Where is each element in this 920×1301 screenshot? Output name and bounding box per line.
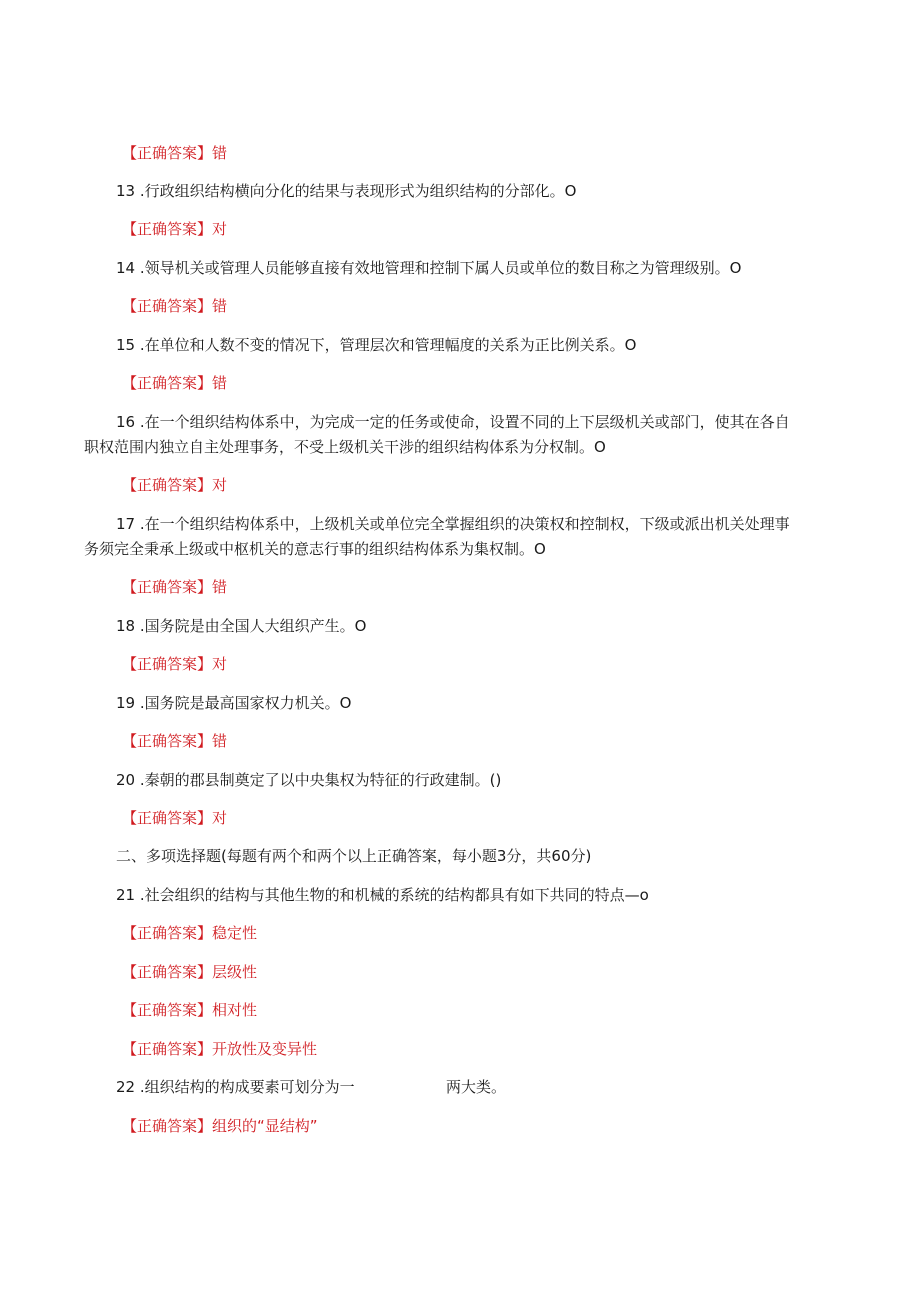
- answer-value: 错: [212, 578, 228, 596]
- question-text: .行政组织结构横向分化的结果与表现形式为组织结构的分部化。O: [139, 182, 577, 200]
- question-22-tail: [446, 1077, 506, 1097]
- question-text: 务须完全秉承上级或中枢机关的意志行事的组织结构体系为集权制。O: [84, 540, 546, 558]
- answer-value: 错: [212, 144, 228, 162]
- question-number: 18: [116, 617, 136, 635]
- question-17-line-2: [84, 539, 546, 559]
- question-text: 职权范围内独立自主处理事务，不受上级机关干涉的组织结构体系为分权制。O: [84, 438, 606, 456]
- answer-line: [122, 654, 227, 674]
- answer-line: [122, 296, 227, 316]
- question-17-line-1: [116, 514, 790, 534]
- answer-label: 【正确答案】: [122, 924, 213, 942]
- question-text: .在一个组织结构体系中，上级机关或单位完全掌握组织的决策权和控制权，下级或派出机关处理事: [139, 515, 790, 533]
- question-text: .国务院是由全国人大组织产生。O: [139, 617, 367, 635]
- answer-label: 【正确答案】: [122, 144, 213, 162]
- question-number: 22: [116, 1078, 136, 1096]
- question-13: [116, 181, 576, 201]
- answer-label: 【正确答案】: [122, 374, 213, 392]
- answer-line: [122, 143, 227, 163]
- answer-value: 错: [212, 297, 228, 315]
- answer-line: [122, 1000, 257, 1020]
- section-heading: [116, 846, 591, 866]
- question-text: .国务院是最高国家权力机关。O: [139, 694, 352, 712]
- question-number: 16: [116, 413, 136, 431]
- question-text: .社会组织的结构与其他生物的和机械的系统的结构都具有如下共同的特点—o: [139, 886, 649, 904]
- answer-label: 【正确答案】: [122, 732, 213, 750]
- section-title: 二、多项选择题(每题有两个和两个以上正确答案，每小题3分，共60分): [116, 847, 592, 865]
- question-number: 21: [116, 886, 136, 904]
- answer-line: [122, 577, 227, 597]
- question-number: 20: [116, 771, 136, 789]
- answer-value: 错: [212, 732, 228, 750]
- question-number: 15: [116, 336, 136, 354]
- answer-line: [122, 219, 227, 239]
- question-text: .领导机关或管理人员能够直接有效地管理和控制下属人员或单位的数目称之为管理级别。O: [139, 259, 742, 277]
- answer-line: [122, 962, 257, 982]
- answer-value: 错: [212, 374, 228, 392]
- answer-value: 层级性: [212, 963, 258, 981]
- question-15: [116, 335, 636, 355]
- answer-line: [122, 373, 227, 393]
- question-16-line-1: [116, 412, 790, 432]
- answer-value: 对: [212, 476, 228, 494]
- question-19: [116, 693, 351, 713]
- question-20: [116, 770, 501, 790]
- answer-label: 【正确答案】: [122, 297, 213, 315]
- answer-line: [122, 475, 227, 495]
- answer-value: 对: [212, 809, 228, 827]
- question-text: .在单位和人数不变的情况下，管理层次和管理幅度的关系为正比例关系。O: [139, 336, 637, 354]
- question-22: [116, 1077, 355, 1097]
- question-number: 13: [116, 182, 136, 200]
- question-text: .秦朝的郡县制奠定了以中央集权为特征的行政建制。(): [139, 771, 502, 789]
- answer-line: [122, 808, 227, 828]
- answer-line: [122, 923, 257, 943]
- answer-value: 对: [212, 220, 228, 238]
- answer-label: 【正确答案】: [122, 809, 213, 827]
- answer-label: 【正确答案】: [122, 1117, 213, 1135]
- answer-value: 稳定性: [212, 924, 258, 942]
- question-14: [116, 258, 741, 278]
- answer-label: 【正确答案】: [122, 963, 213, 981]
- answer-line: [122, 1039, 317, 1059]
- answer-label: 【正确答案】: [122, 476, 213, 494]
- answer-line: [122, 731, 227, 751]
- question-18: [116, 616, 366, 636]
- question-16-line-2: [84, 437, 606, 457]
- question-21: [116, 885, 649, 905]
- question-number: 19: [116, 694, 136, 712]
- answer-label: 【正确答案】: [122, 578, 213, 596]
- answer-label: 【正确答案】: [122, 1001, 213, 1019]
- answer-label: 【正确答案】: [122, 220, 213, 238]
- answer-line: [122, 1116, 318, 1136]
- answer-value: 对: [212, 655, 228, 673]
- question-text: .在一个组织结构体系中，为完成一定的任务或使命，设置不同的上下层级机关或部门，使其在各自: [139, 413, 790, 431]
- answer-value: 开放性及变异性: [212, 1040, 318, 1058]
- question-number: 17: [116, 515, 136, 533]
- answer-label: 【正确答案】: [122, 655, 213, 673]
- answer-value: 相对性: [212, 1001, 258, 1019]
- answer-label: 【正确答案】: [122, 1040, 213, 1058]
- answer-value: 组织的“显结构”: [212, 1117, 318, 1135]
- question-text: .组织结构的构成要素可划分为一: [139, 1078, 355, 1096]
- question-number: 14: [116, 259, 136, 277]
- question-text: 两大类。: [446, 1078, 507, 1096]
